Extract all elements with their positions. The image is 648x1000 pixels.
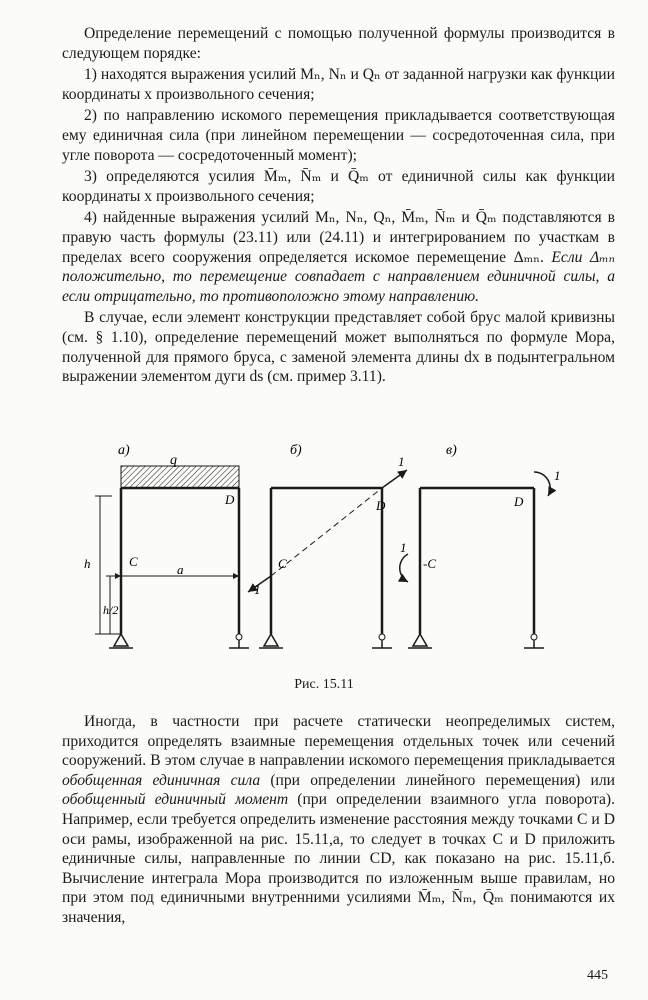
label-a-dim: a [177, 562, 184, 577]
paragraph-2: В случае, если элемент конструкции представляет собой брус малой кривизны (см. § 1.10), определение перемещений может выполняться по формуле Мора, полученной для прямого бруса, с заменой элемента длины dx в подынтегральном выражении элементом дуги ds (см. пример 3.11). [62, 309, 615, 386]
figure-caption: Рис. 15.11 [294, 677, 354, 692]
label-b: б) [290, 443, 302, 458]
label-h: h [84, 556, 91, 571]
intro-paragraph: Определение перемещений с помощью полученной формулы производится в следующем порядке: [62, 25, 615, 62]
p3-part-0: Иногда, в частности при расчете статически неопределимых систем, приходится определять взаимные перемещения отдельных точек или сечений сооружений. В этом случае в направлении искомого перемещения прикладывается [62, 713, 615, 770]
step-4-text: 4) найденные выражения усилий Mₙ, Nₙ, Qₙ, M̄ₘ, N̄ₘ и Q̄ₘ подставляются в правую часть формулы (23.11) или (24.11) и интегрированием по участкам в пределах всего сооружения определяется искомое перемещение Δₘₙ. [62, 209, 615, 266]
point-d-c: D [514, 494, 524, 509]
unit-force-b-bottom: 1 [254, 582, 261, 597]
step-4 [62, 208, 615, 306]
text-block-bottom [62, 712, 615, 928]
point-c-a: C [129, 554, 138, 569]
step-2: 2) по направлению искомого перемещения прикладывается соответствующая ему единичная сила (при линейном перемещении — сосредоточенная сила, при угле поворота — сосредоточенный момент); [62, 107, 615, 164]
frame-a [84, 443, 249, 648]
label-a: а) [118, 443, 130, 458]
step-4-italic: Если Δₘₙ положительно, то перемещение совпадает с направлением единичной силы, а если отрицательно, то противоположно этому направлению. [62, 248, 615, 305]
p3-part-4: (при определении взаимного угла поворота). Например, если требуется определить изменение расстояния между точками C и D оси рамы, изображенной на рис. 15.11,а, то следует в точках C и D приложить единичные силы, направленные по линии CD, как показано на рис. 15.11,б. Вычисление интеграла Мора производится по изложенным выше правилам, но при этом под единичными внутренними усилиями M̄ₘ, N̄ₘ, Q̄ₘ понимаются их значения, [62, 791, 615, 926]
label-q: q [170, 453, 177, 468]
unit-moment-d: 1 [554, 468, 561, 483]
label-h2: h/2 [103, 603, 119, 617]
frame-b [248, 443, 407, 648]
figure-15-11 [62, 436, 615, 698]
page-number: 445 [587, 968, 608, 983]
p3-part-2: (при определении линейного перемещения) или [260, 771, 615, 789]
frame-c [400, 443, 561, 648]
p3-part-1: обобщенная единичная сила [62, 771, 261, 789]
unit-moment-c: 1 [400, 540, 407, 555]
label-c: в) [446, 443, 457, 458]
step-3: 3) определяются усилия M̄ₘ, N̄ₘ и Q̄ₘ от единичной силы как функции координаты x произвольного сечения; [62, 168, 615, 205]
p3-part-3: обобщенный единичный момент [62, 791, 289, 809]
point-d-a: D [225, 492, 235, 507]
unit-force-b-top: 1 [398, 454, 405, 469]
frame-diagrams [62, 436, 615, 676]
distributed-load-q [121, 466, 239, 488]
point-d-b: D [376, 498, 386, 513]
point-c-c: -C [423, 556, 436, 571]
step-1: 1) находятся выражения усилий Mₙ, Nₙ и Qₙ от заданной нагрузки как функции координаты x произвольного сечения; [62, 66, 615, 103]
text-block-top [62, 24, 615, 387]
point-c-b: C [278, 556, 287, 571]
paragraph-3 [62, 712, 615, 928]
